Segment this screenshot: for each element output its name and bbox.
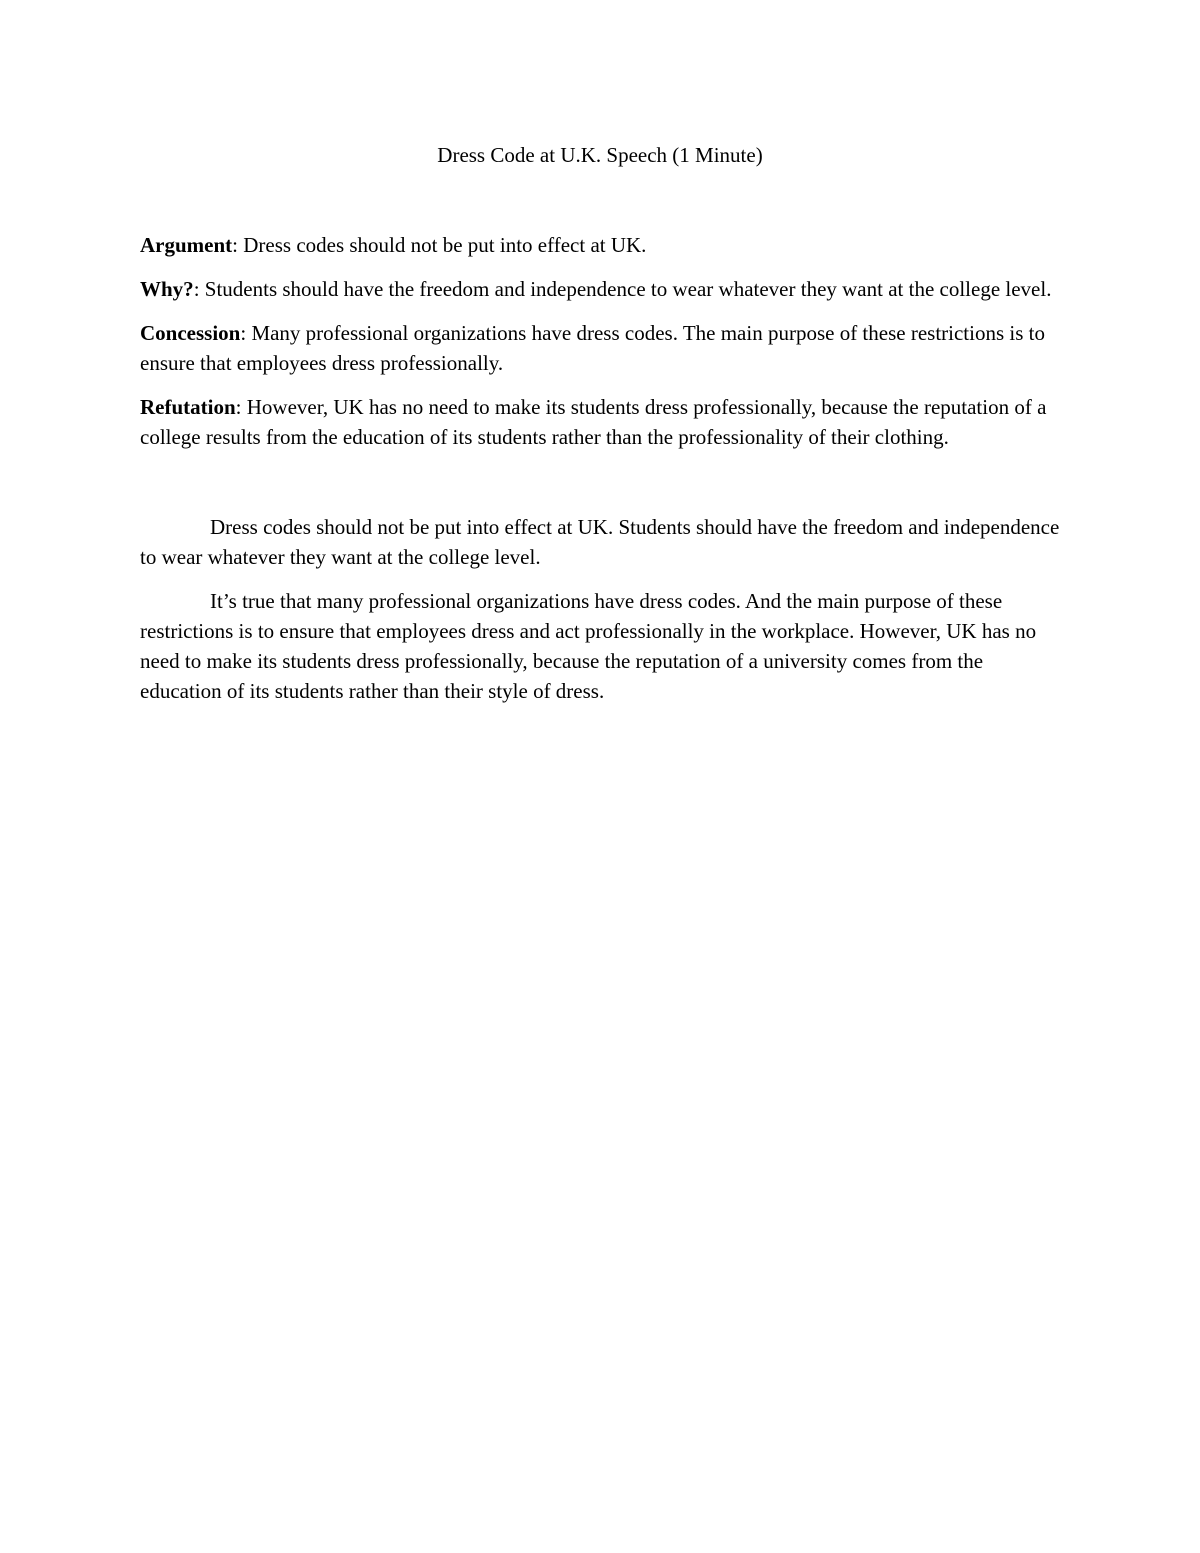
outline-label: Refutation (140, 395, 236, 419)
speech-outline (140, 230, 1060, 452)
outline-why (140, 274, 1060, 304)
outline-text: : However, UK has no need to make its students dress professionally, because the reputation of a college results from the education of its students rather than the professionality of their clothing. (140, 395, 1047, 449)
document-body (140, 140, 1060, 720)
document-title: Dress Code at U.K. Speech (1 Minute) (437, 143, 763, 167)
outline-refutation (140, 392, 1060, 452)
outline-label: Argument (140, 233, 233, 257)
outline-text: : Dress codes should not be put into effect at UK. (232, 233, 647, 257)
outline-concession (140, 318, 1060, 378)
outline-text: : Many professional organizations have dress codes. The main purpose of these restrictions is to ensure that employees dress professionally. (140, 321, 1045, 375)
speech-paragraph: Dress codes should not be put into effect at UK. Students should have the freedom and independence to wear whatever they want at the college level. (140, 515, 1060, 569)
outline-text: : Students should have the freedom and independence to wear whatever they want at the college level. (193, 277, 1052, 301)
outline-label: Concession (140, 321, 241, 345)
speech-text (140, 512, 1060, 706)
speech-paragraph: It’s true that many professional organizations have dress codes. And the main purpose of these restrictions is to ensure that employees dress and act professionally in the workplace. However, UK has no need to make its students dress professionally, because the reputation of a university comes from the education of its students rather than their style of dress. (140, 589, 1037, 703)
outline-argument (140, 230, 1060, 260)
outline-label: Why? (140, 277, 194, 301)
